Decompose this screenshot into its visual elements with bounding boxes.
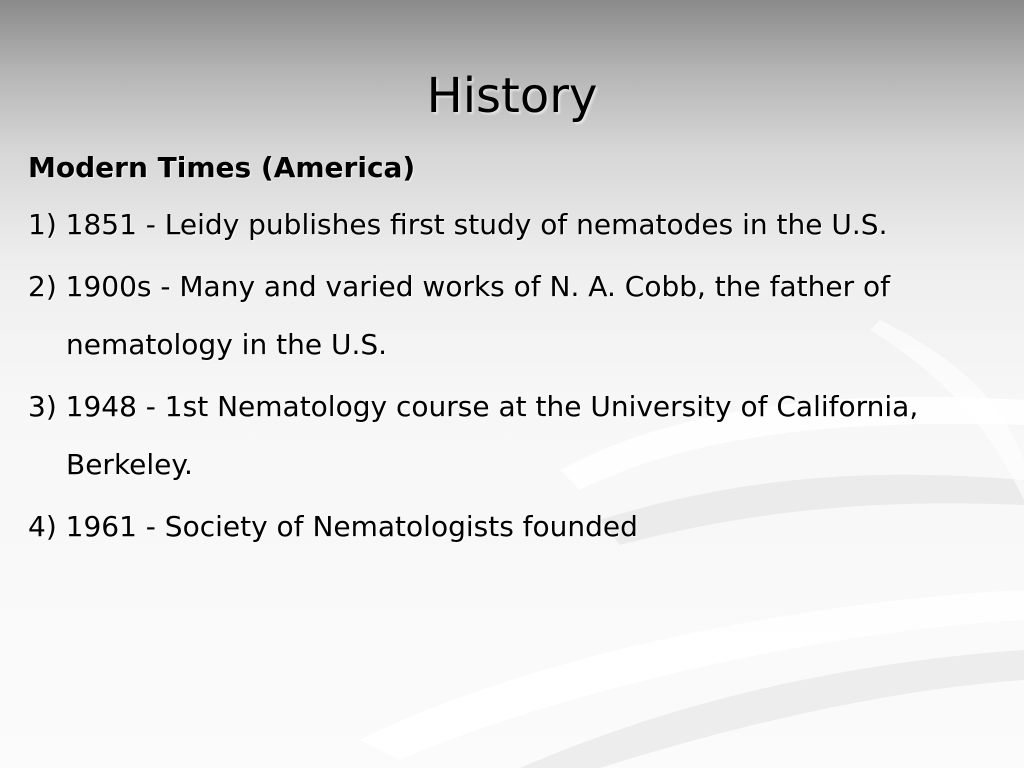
- history-item-1948: 3) 1948 - 1st Nematology course at the University of California, Berkeley.: [28, 390, 919, 481]
- slide-content: [28, 146, 988, 560]
- history-item-1961: 4) 1961 - Society of Nematologists founded: [28, 510, 638, 543]
- history-item-1900s: 2) 1900s - Many and varied works of N. A. Cobb, the father of nematology in the U.S.: [28, 270, 891, 361]
- section-subheading: Modern Times (America): [28, 151, 416, 184]
- slide-title: History: [426, 68, 598, 124]
- history-item-1851: 1) 1851 - Leidy publishes first study of nematodes in the U.S.: [28, 208, 888, 241]
